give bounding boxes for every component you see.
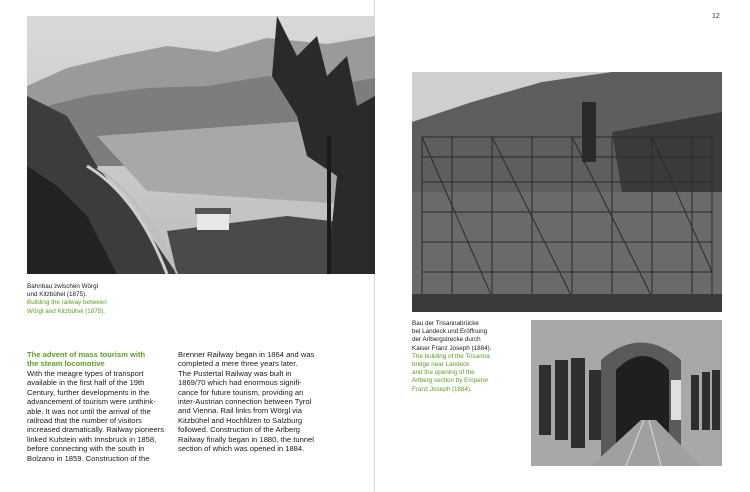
- railway-valley-photo-icon: [27, 16, 375, 274]
- tunnel-engraving-icon: [531, 320, 722, 466]
- photo-arlberg-tunnel: [531, 320, 722, 466]
- caption-woergl-german: Bahnbau zwischen Wörgl und Kitzbühel (1875).: [27, 283, 99, 299]
- page-number: 12: [712, 13, 720, 20]
- caption-trisanna: [412, 320, 524, 394]
- photo-trisanna-bridge: [412, 72, 722, 312]
- article-column-1: With the meagre types of transport available in the first half of the 19th Century, further developments in the advancement of tourism were unthink- able. It was not until the arrival of the railroad that the number of visitors increased dramatically. Railway pioneers linked Kufstein with Innsbruck in 1858, before connecting with the south in Bolzano in 1859. Construction of the: [27, 369, 165, 463]
- caption-woergl-english: Building the railway between Wörgl and Kitzbühel (1875).: [27, 299, 107, 315]
- article-column-2: Brenner Railway began in 1864 and was completed a mere three years later. The Pustertal Railway was built in 1869/70 which had enormous signifi- cance for future tourism, providing an inter-Austrian connection between Tyrol and Vienna. Rail links from Wörgl via Kitzbühel and Hochfilzen to Salzburg followed. Construction of the Arlberg Railway finally began in 1880, the tunnel section of which was opened in 1884.: [178, 350, 315, 454]
- caption-woergl: [27, 283, 177, 316]
- photo-railway-construction: [27, 16, 375, 274]
- caption-trisanna-german: Bau der Trisannabrücke bei Landeck und Eröffnung der Arlbergstrecke durch Kaiser Franz Joseph (1884).: [412, 320, 492, 352]
- bridge-scaffolding-photo-icon: [412, 72, 722, 312]
- caption-trisanna-english: The building of the Trisanna bridge near Landeck and the opening of the Arlberg section by Emperor Franz Joseph (1884).: [412, 352, 490, 393]
- article-heading: The advent of mass tourism with the steam locomotive: [27, 350, 146, 369]
